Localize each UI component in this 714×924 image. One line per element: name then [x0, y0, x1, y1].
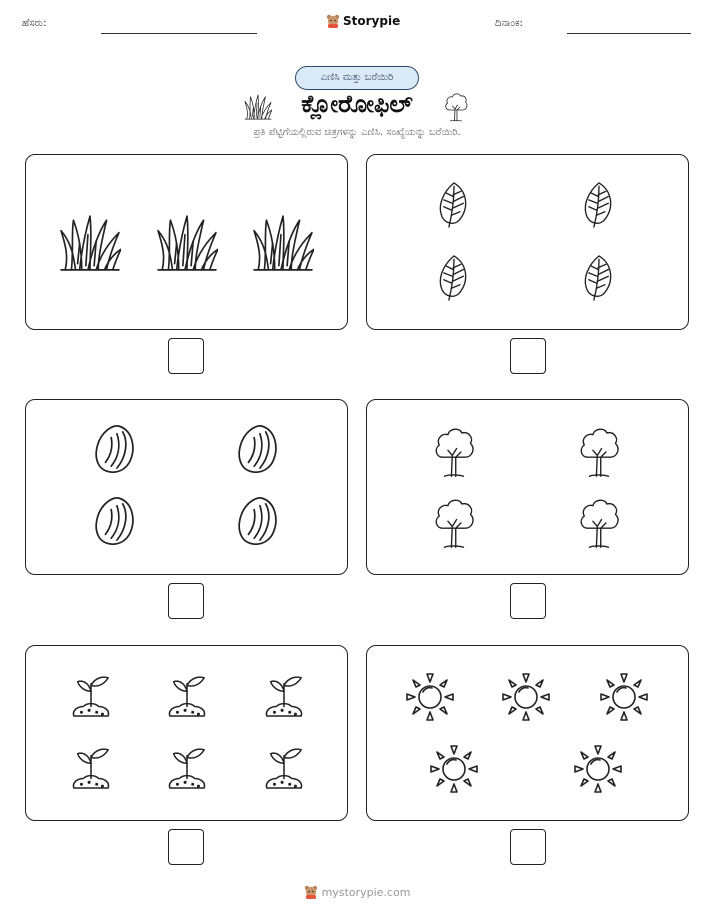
grass-icon: [158, 216, 218, 270]
answer-box-tree[interactable]: [510, 583, 546, 619]
sprout-icon: [266, 749, 301, 788]
count-panel-grass: [25, 154, 348, 330]
count-panel-seed: [25, 399, 348, 575]
count-panel-sun: [366, 645, 689, 821]
leaf-icon: [585, 256, 610, 300]
tree-icon: [581, 429, 618, 476]
seed-icon: [96, 426, 133, 472]
sprout-icon: [73, 749, 108, 788]
sun-icon: [431, 746, 477, 792]
brand-name: Storypie: [343, 14, 401, 28]
answer-box-seed[interactable]: [168, 583, 204, 619]
date-label: ದಿನಾಂಕ:: [495, 18, 523, 29]
seed-icon: [239, 426, 276, 472]
sun-icon: [601, 674, 647, 720]
leaf-icon: [440, 256, 465, 300]
tree-icon: [581, 500, 618, 547]
name-line[interactable]: [101, 33, 257, 34]
tree-icon: [436, 429, 473, 476]
footer-url[interactable]: mystorypie.com: [321, 885, 411, 899]
instructions: ಪ್ರತಿ ಪೆಟ್ಟಿಗೆಯಲ್ಲಿರುವ ಚಿತ್ರಗಳನ್ನು ಎಣಿಸಿ. ಸಂಖ್ಯೆಯನ್ನು ಬರೆಯಿರಿ.: [253, 127, 461, 138]
grass-icon: [254, 216, 314, 270]
sun-icon: [407, 674, 453, 720]
tree-icon: [442, 92, 470, 122]
answer-box-sun[interactable]: [510, 829, 546, 865]
date-line[interactable]: [567, 33, 691, 34]
footer: [0, 884, 714, 900]
sprout-icon: [169, 677, 204, 716]
seed-icon: [239, 498, 276, 544]
answer-box-leaf[interactable]: [510, 338, 546, 374]
sun-icon: [503, 674, 549, 720]
page-title: ಕ್ಲೋರೋಫಿಲ್: [301, 90, 413, 118]
count-panel-tree: [366, 399, 689, 575]
count-panel-leaf: [366, 154, 689, 330]
bear-icon: [326, 13, 340, 29]
sprout-icon: [73, 677, 108, 716]
activity-pill: ಎಣಿಸಿ ಮತ್ತು ಬರೆಯಿರಿ: [295, 66, 419, 90]
answer-box-grass[interactable]: [168, 338, 204, 374]
bear-icon: [304, 884, 318, 900]
seed-icon: [96, 498, 133, 544]
sprout-icon: [169, 749, 204, 788]
leaf-icon: [440, 183, 465, 227]
sprout-icon: [266, 677, 301, 716]
count-panel-sprout: [25, 645, 348, 821]
tree-icon: [436, 500, 473, 547]
name-label: ಹೆಸರು:: [22, 18, 47, 29]
grass-icon: [61, 216, 121, 270]
leaf-icon: [585, 183, 610, 227]
brand-logo: [326, 13, 400, 29]
answer-box-sprout[interactable]: [168, 829, 204, 865]
sun-icon: [575, 746, 621, 792]
